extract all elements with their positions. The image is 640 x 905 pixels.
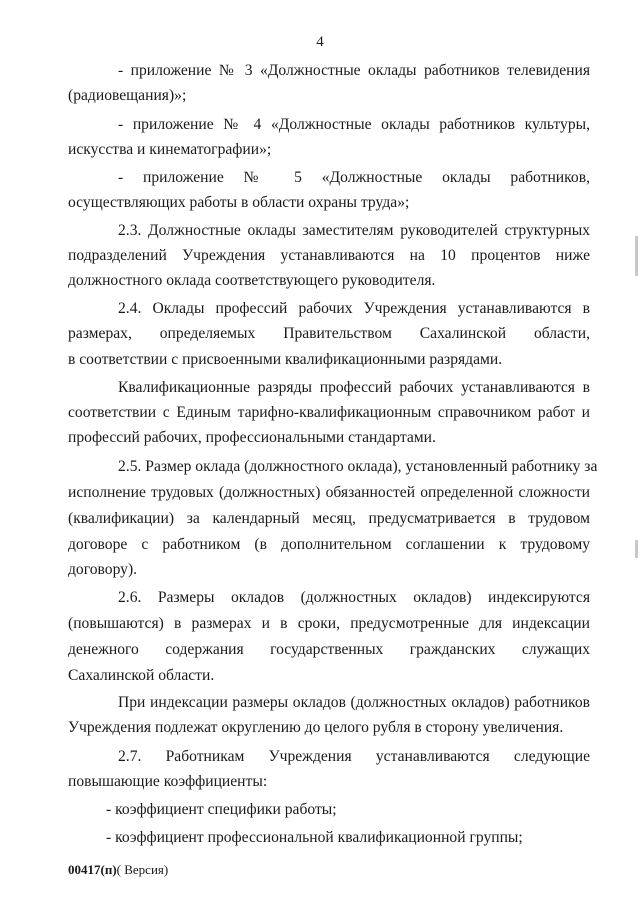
- text-line: (радиовещания)»;: [68, 87, 187, 104]
- page-number: 4: [316, 34, 324, 50]
- text-line: - приложение № 4 «Должностные оклады работников культуры,: [118, 116, 590, 133]
- text-line: 2.5. Размер оклада (должностного оклада), установленный работнику за: [118, 458, 598, 475]
- text-line: размерах, определяемых Правительством Сахалинской области,: [68, 325, 590, 342]
- text-line: соответствии с Единым тарифно-квалификационным справочником работ и: [68, 404, 590, 421]
- text-line: профессий рабочих, профессиональными стандартами.: [68, 429, 436, 446]
- text-line: исполнение трудовых (должностных) обязанностей определенной сложности: [68, 484, 590, 501]
- text-line: денежного содержания государственных гражданских служащих: [68, 641, 590, 658]
- text-line: подразделений Учреждения устанавливаются на 10 процентов ниже: [68, 247, 590, 264]
- document-footer: [68, 862, 168, 878]
- text-line: Сахалинской области.: [68, 667, 215, 684]
- text-line: в соответствии с присвоенными квалификационными разрядами.: [68, 351, 503, 368]
- text-line: - приложение № 5 «Должностные оклады работников,: [118, 169, 590, 186]
- text-line: 2.6. Размеры окладов (должностных окладов) индексируются: [118, 589, 590, 606]
- text-line: - приложение № 3 «Должностные оклады работников телевидения: [118, 62, 590, 79]
- text-line: Квалификационные разряды профессий рабочих устанавливаются в: [118, 379, 590, 396]
- text-line: договору).: [68, 561, 138, 578]
- text-line: искусства и кинематографии»;: [68, 141, 272, 158]
- text-line: 2.4. Оклады профессий рабочих Учреждения устанавливаются в: [118, 300, 590, 317]
- document-version: ( Версия): [116, 862, 169, 877]
- text-line: должностного оклада соответствующего руководителя.: [68, 272, 436, 289]
- document-code: 00417(п): [68, 862, 117, 877]
- scan-edge-mark: [635, 540, 638, 558]
- text-line: Учреждения подлежат округлению до целого рубля в сторону увеличения.: [68, 719, 564, 736]
- text-line: - коэффициент специфики работы;: [106, 801, 337, 818]
- text-line: (повышаются) в размерах и в сроки, предусмотренные для индексации: [68, 615, 590, 632]
- text-line: (квалификации) за календарный месяц, предусматривается в трудовом: [68, 510, 590, 527]
- text-line: договоре с работником (в дополнительном соглашении к трудовому: [68, 536, 590, 553]
- text-line: - коэффициент профессиональной квалификационной группы;: [106, 829, 523, 846]
- text-line: осуществляющих работы в области охраны труда»;: [68, 194, 410, 211]
- text-line: При индексации размеры окладов (должностных окладов) работников: [118, 694, 590, 711]
- scan-edge-mark: [635, 236, 638, 276]
- text-line: 2.3. Должностные оклады заместителям руководителей структурных: [118, 222, 590, 239]
- text-line: 2.7. Работникам Учреждения устанавливаются следующие: [118, 748, 590, 765]
- text-line: повышающие коэффициенты:: [68, 773, 268, 790]
